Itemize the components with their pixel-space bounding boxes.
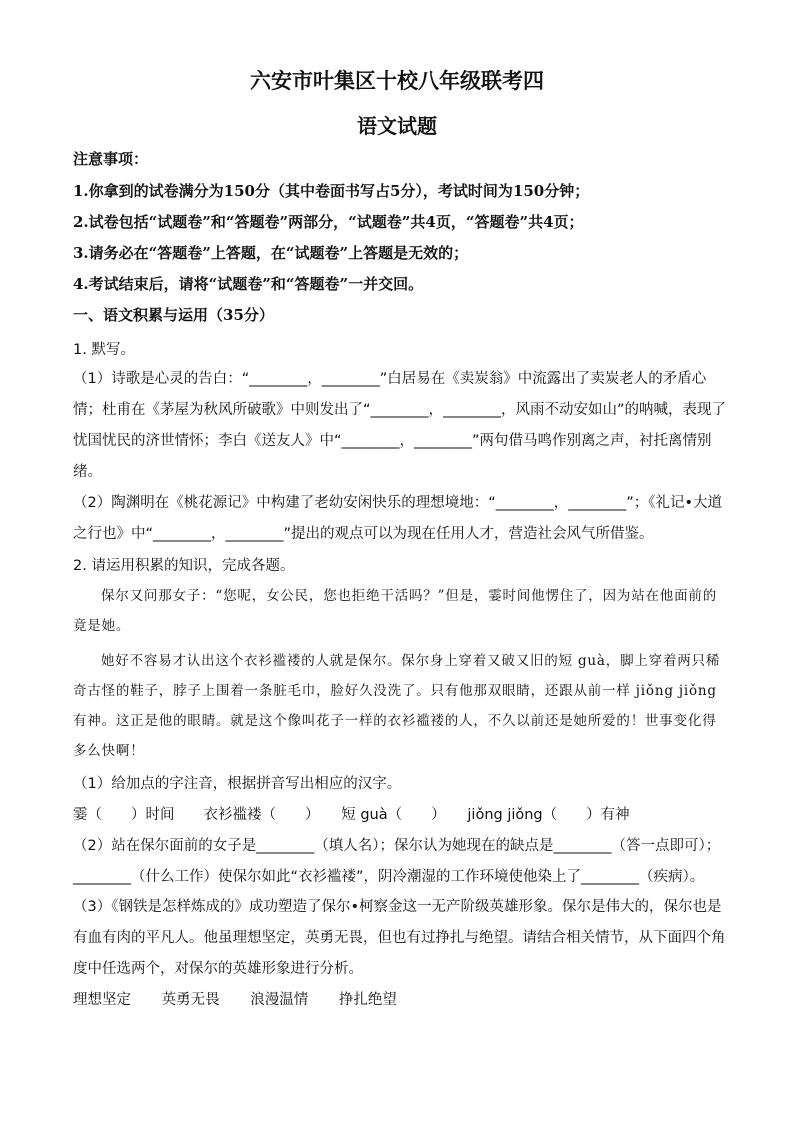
option-brave: 英勇无畏: [161, 992, 220, 1008]
notice-item-1: 1.你拿到的试卷满分为150分（其中卷面书写占5分），考试时间为150分钟；: [73, 182, 590, 200]
option-ideal-firm: 理想坚定: [73, 992, 131, 1008]
question-1-part-1: （1）诗歌是心灵的告白：“________，________”白居易在《卖炭翁》中流露出了卖炭老人的矛盾心情；杜甫在《茅屋为秋风所破歌》中则发出了“________，________，风雨不动安如山”的呐喊，表现了忧国忧民的济世情怀；李白《送友人》中“________，________”两句借马鸣作别离之声，衬托离情别绪。: [73, 371, 727, 480]
analysis-options: [73, 993, 423, 1008]
reading-passage-paragraph-1: 保尔又问那女子：“您呢，女公民，您也拒绝干活吗？”但是，霎时间他愣住了，因为站在他面前的竟是她。: [73, 588, 718, 634]
question-2-sub-2-line-2: ________（什么工作）使保尔如此“衣衫褴褛”，阴冷潮湿的工作环境使他染上了________（疾病）。: [73, 869, 705, 885]
notice-heading: 注意事项：: [73, 150, 149, 168]
notice-item-4: 4.考试结束后，请将“试题卷”和“答题卷”一并交回。: [73, 275, 424, 293]
option-struggle: 挣扎绝望: [338, 992, 397, 1008]
question-2-sub-2-line-1: （2）站在保尔面前的女子是________（填人名）；保尔认为她现在的缺点是________（答一点即可）；: [73, 838, 721, 854]
question-2-sub-1: （1）给加点的字注音，根据拼音写出相应的汉字。: [73, 776, 402, 792]
section-heading: 一、语文积累与运用（35分）: [73, 306, 274, 324]
question-2-label: 2. 请运用积累的知识，完成各题。: [73, 558, 295, 574]
exam-subtitle: 语文试题: [357, 114, 437, 138]
reading-passage-paragraph-2: 她好不容易才认出这个衣衫褴褛的人就是保尔。保尔身上穿着又破又旧的短 guà，脚上穿着两只稀奇古怪的鞋子，脖子上围着一条脏毛巾，脸好久没洗了。只有他那双眼睛，还跟从前一样 jiǒng jiǒng 有神。这正是他的眼睛。就是这个像叫花子一样的衣衫褴褛的人，不久以前还是她所爱的！世事变化得多么快啊！: [73, 653, 721, 759]
question-2-sub-1-items: 霎（ ）时间 衣衫褴褛（ ） 短 guà（ ） jiǒng jiǒng（ ）有神: [73, 807, 630, 823]
notice-item-3: 3.请务必在“答题卷”上答题，在“试题卷”上答题是无效的；: [73, 244, 469, 262]
exam-title: 六安市叶集区十校八年级联考四: [250, 68, 544, 93]
question-1-part-2: （2）陶渊明在《桃花源记》中构建了老幼安闲快乐的理想境地：“________，________”；《礼记•大道之行也》中“________，________”提出的观点可以为现在任用人才，营造社会风气所借鉴。: [73, 495, 723, 542]
question-1-label: 1. 默写。: [73, 342, 135, 358]
option-romantic: 浪漫温情: [250, 992, 309, 1008]
notice-item-2: 2.试卷包括“试题卷”和“答题卷”两部分，“试题卷”共4页，“答题卷”共4页；: [73, 213, 584, 231]
question-2-sub-3: （3）《钢铁是怎样炼成的》成功塑造了保尔•柯察金这一无产阶级英雄形象。保尔是伟大的，保尔也是有血有肉的平凡人。他虽理想坚定，英勇无畏，但也有过挣扎与绝望。请结合相关情节，从下面四个角度中任选两个，对保尔的英雄形象进行分析。: [73, 899, 726, 977]
